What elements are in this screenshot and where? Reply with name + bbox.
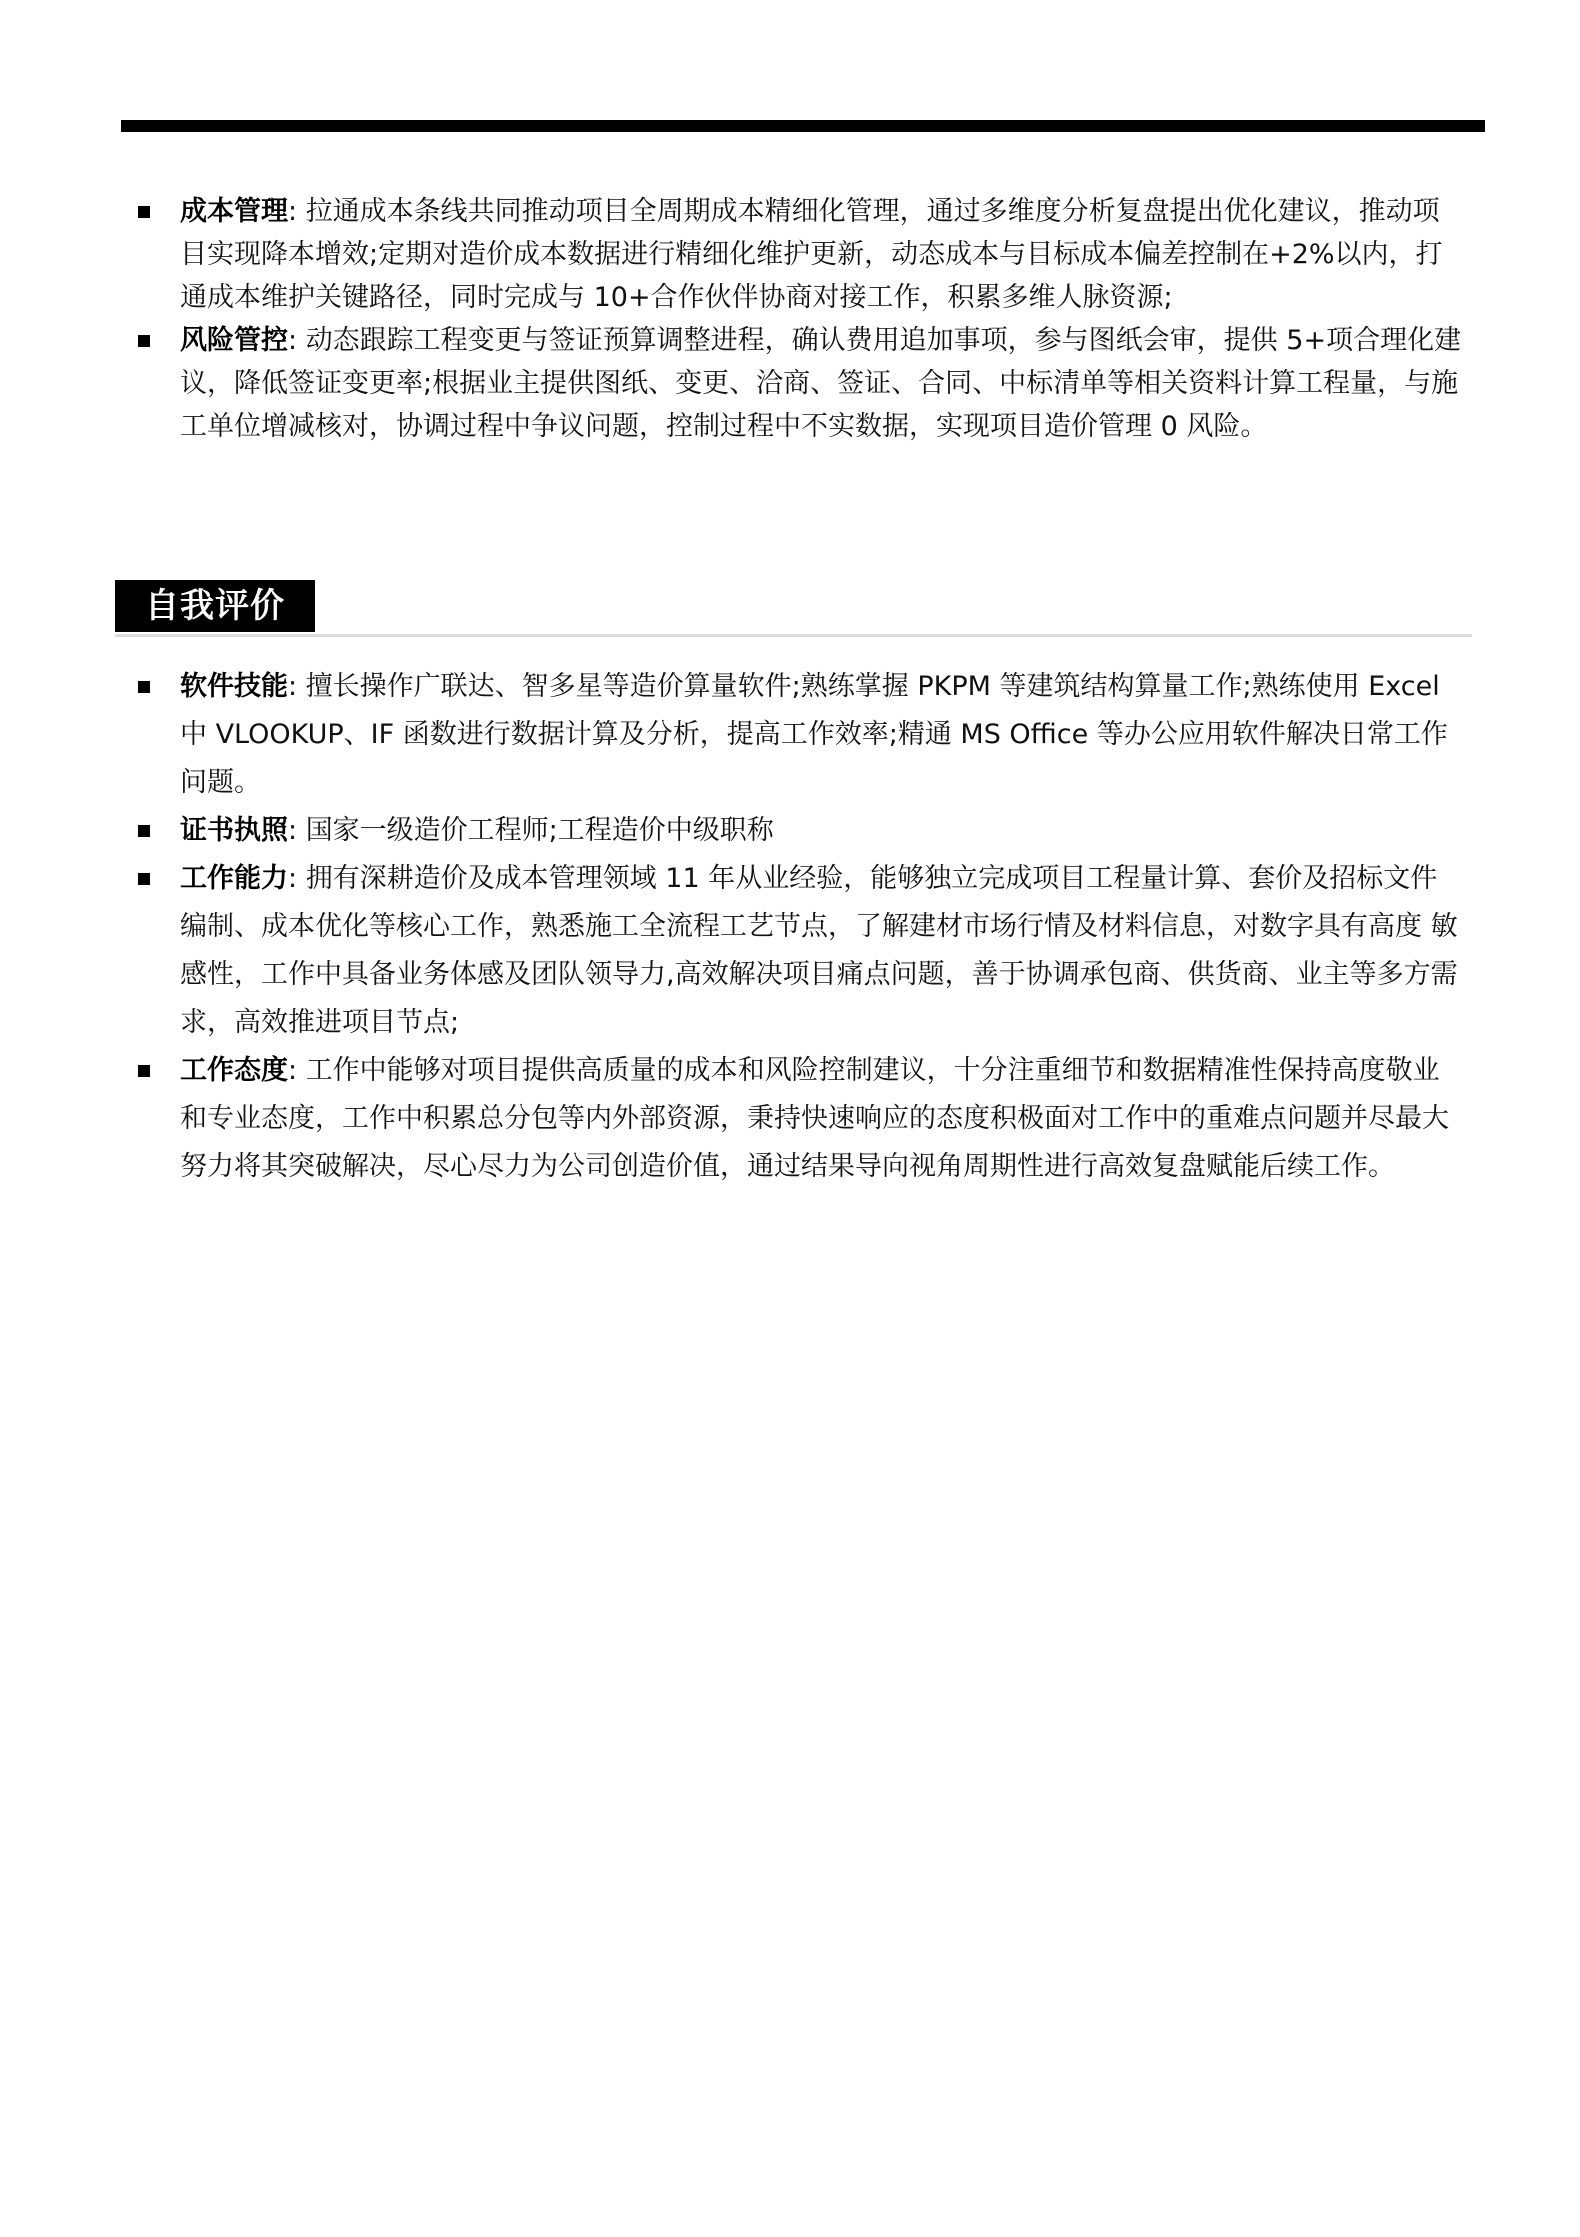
self-evaluation-list	[0, 663, 1580, 1191]
item-label: 证书执照	[180, 815, 288, 846]
item-label: 成本管理	[180, 196, 288, 227]
section-underline	[115, 634, 1472, 637]
square-bullet-icon	[138, 206, 150, 218]
item-label: 软件技能	[180, 671, 288, 702]
list-item-work-ability	[0, 855, 1580, 1047]
work-experience-list	[0, 190, 1580, 448]
item-separator: :	[288, 325, 306, 356]
item-text: 工作中能够对项目提供高质量的成本和风险控制建议，十分注重细节和数据精准性保持高度敬业和专业态度，工作中积累总分包等内外部资源，秉持快速响应的态度积极面对工作中的重难点问题并尽最大努力将其突破解决，尽心尽力为公司创造价值，通过结果导向视角周期性进行高效复盘赋能后续工作。	[180, 1055, 1449, 1182]
item-separator: :	[288, 815, 306, 846]
item-separator: :	[288, 671, 306, 702]
square-bullet-icon	[138, 1065, 150, 1077]
item-label: 工作能力	[180, 863, 288, 894]
square-bullet-icon	[138, 335, 150, 347]
item-text: 国家一级造价工程师;工程造价中级职称	[305, 815, 774, 846]
item-separator: :	[288, 863, 306, 894]
item-label: 风险管控	[180, 325, 288, 356]
item-text: 拥有深耕造价及成本管理领域 11 年从业经验，能够独立完成项目工程量计算、套价及招标文件编制、成本优化等核心工作，熟悉施工全流程工艺节点，了解建材市场行情及材料信息，对数字具有高度 敏感性，工作中具备业务体感及团队领导力,高效解决项目痛点问题，善于协调承包商、供货商、业主等多方需求，高效推进项目节点;	[180, 863, 1458, 1038]
list-item-risk-control	[0, 319, 1580, 448]
list-item-work-attitude	[0, 1047, 1580, 1191]
top-divider-rule	[121, 120, 1485, 132]
section-title: 自我评价	[115, 580, 315, 632]
section-header-self-evaluation	[115, 580, 1472, 637]
list-item-certificates	[0, 807, 1580, 855]
item-text: 动态跟踪工程变更与签证预算调整进程，确认费用追加事项，参与图纸会审，提供 5+项合理化建议，降低签证变更率;根据业主提供图纸、变更、洽商、签证、合同、中标清单等相关资料计算工程量，与施工单位增减核对，协调过程中争议问题，控制过程中不实数据，实现项目造价管理 0 风险。	[180, 325, 1462, 442]
list-item-cost-management	[0, 190, 1580, 319]
square-bullet-icon	[138, 825, 150, 837]
list-item-software-skills	[0, 663, 1580, 807]
item-label: 工作态度	[180, 1055, 288, 1086]
item-separator: :	[288, 1055, 306, 1086]
item-text: 擅长操作广联达、智多星等造价算量软件;熟练掌握 PKPM 等建筑结构算量工作;熟练使用 Excel 中 VLOOKUP、IF 函数进行数据计算及分析，提高工作效率;精通 MS Office 等办公应用软件解决日常工作问题。	[180, 671, 1448, 798]
item-text: 拉通成本条线共同推动项目全周期成本精细化管理，通过多维度分析复盘提出优化建议，推动项目实现降本增效;定期对造价成本数据进行精细化维护更新，动态成本与目标成本偏差控制在+2%以内，打通成本维护关键路径，同时完成与 10+合作伙伴协商对接工作，积累多维人脉资源;	[180, 196, 1443, 313]
square-bullet-icon	[138, 873, 150, 885]
square-bullet-icon	[138, 681, 150, 693]
item-separator: :	[288, 196, 306, 227]
